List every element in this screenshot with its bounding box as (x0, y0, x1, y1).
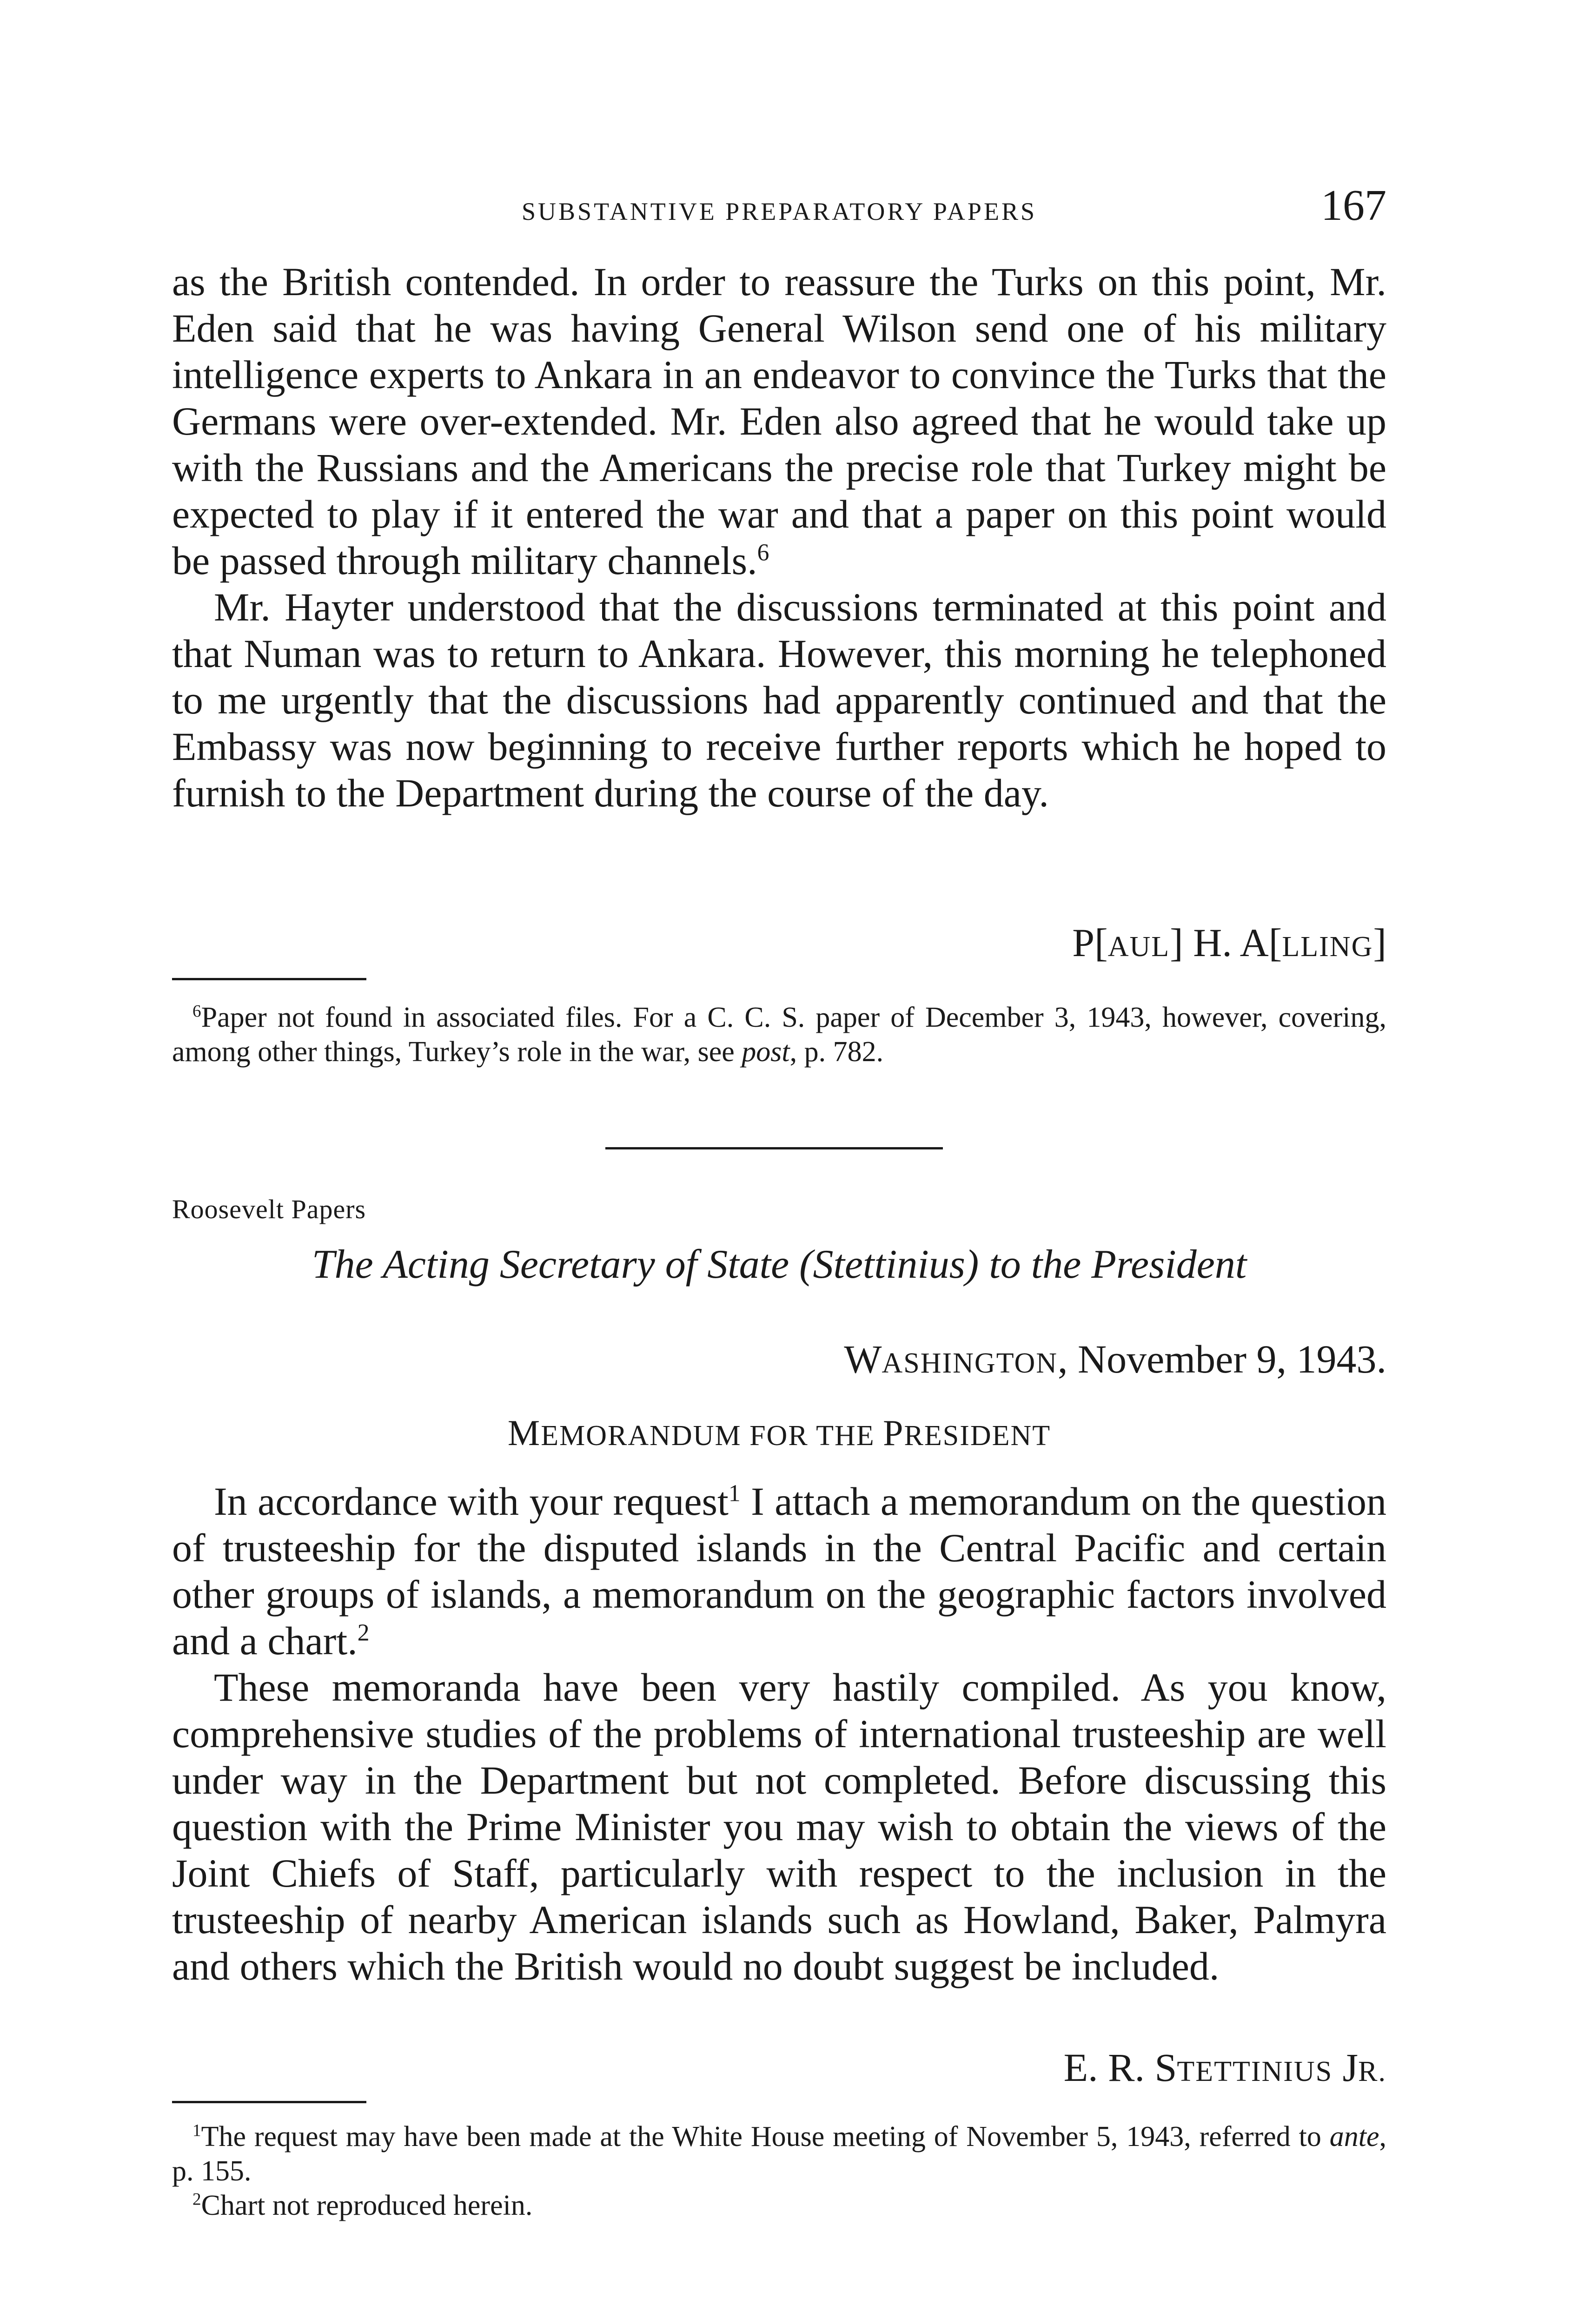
footnote-rule (172, 978, 366, 980)
running-head (172, 180, 1386, 236)
running-title: SUBSTANTIVE PREPARATORY PAPERS (522, 198, 1037, 225)
footnote-ref: 2 (357, 1619, 370, 1646)
section-divider (605, 1147, 943, 1149)
section2-body (172, 1478, 1386, 1989)
section2-paragraph-2: These memoranda have been very hastily compiled. As you know, comprehensive studies of the problems of international trusteeship are well under way in the Department but not completed. Before discussing this question with the Prime Minister you may wish to obtain the views of the Joint Chiefs of Staff, particularly with respect to the inclusion in the trusteeship of nearby American islands such as Howland, Baker, Palmyra and others which the British would no doubt suggest be included. (172, 1665, 1386, 1988)
document-title: The Acting Secretary of State (Stettinius) to the President (312, 1242, 1247, 1287)
footnote-6: $^6$Paper not found in associated files. For a C. C. S. paper of December 3, 1943, however, covering, among other things, Turkey’s role in the war, see post, p. 782. (172, 1002, 1386, 1068)
signature-stettinius: E. R. STETTINIUS JR. (1063, 2045, 1386, 2090)
signature-alling: P[AUL] H. A[LLING] (1072, 920, 1386, 965)
memo-heading: MEMORANDUM FOR THE PRESIDENT (507, 1413, 1051, 1453)
footnote-1: $^1$The request may have been made at the White House meeting of November 5, 1943, referred to ante, p. 155. (172, 2121, 1386, 2187)
section1-footnotes (172, 1000, 1386, 1069)
dateline: WASHINGTON, November 9, 1943. (844, 1337, 1386, 1381)
section1-paragraph-1: as the British contended. In order to reassure the Turks on this point, Mr. Eden said that he was having General Wilson send one of his military intelligence experts to Ankara in an endeavor to convince the Turks that the Germans were over-extended. Mr. Eden also agreed that he would take up with the Russians and the Americans the precise role that Turkey might be expected to play if it entered the war and that a paper on this point would be passed through military channels.$^6$ (172, 259, 1386, 583)
source-label: Roosevelt Papers (172, 1194, 366, 1224)
footnote-2: $^2$Chart not reproduced herein. (192, 2190, 533, 2221)
section1-body (172, 258, 1386, 816)
section2-footnotes (172, 2119, 1386, 2223)
section2-paragraph-1: In accordance with your request$^1$ I attach a memorandum on the question of trusteeship for the disputed islands in the Central Pacific and certain other groups of islands, a memorandum on the geographic factors involved and a chart.$^2$ (172, 1479, 1386, 1663)
footnote-rule (172, 2101, 366, 2103)
section1-paragraph-2: Mr. Hayter understood that the discussions terminated at this point and that Numan was to return to Ankara. However, this morning he telephoned to me urgently that the discussions had apparently continued and that the Embassy was now beginning to receive further reports which he hoped to furnish to the Department during the course of the day. (172, 585, 1386, 815)
footnote-ref: 1 (728, 1480, 741, 1507)
footnote-ref: 6 (757, 539, 769, 566)
page-number: 167 (1321, 181, 1386, 230)
